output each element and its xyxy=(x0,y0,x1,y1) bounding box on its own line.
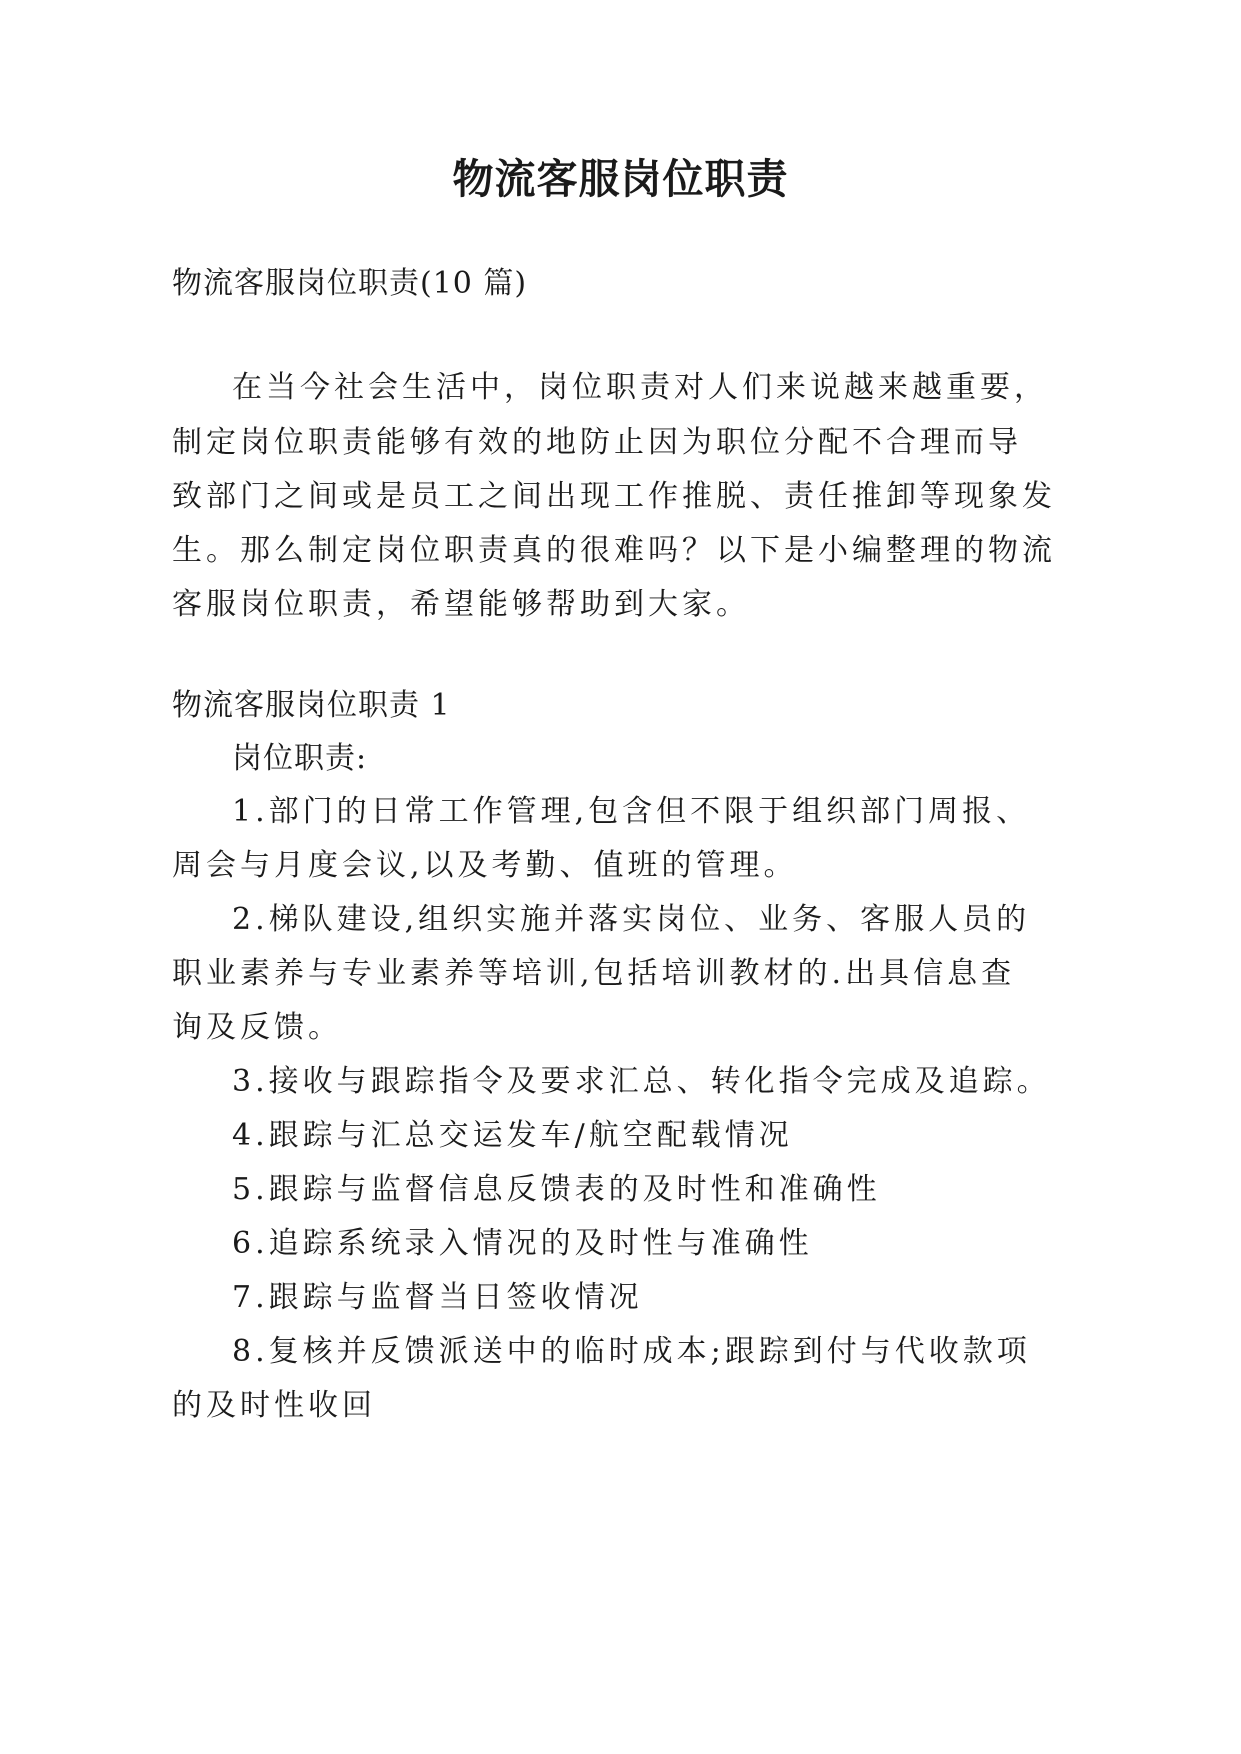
intro-paragraph-line: 生。那么制定岗位职责真的很难吗？以下是小编整理的物流 xyxy=(172,533,1056,568)
duty-item-line: 8.复核并反馈派送中的临时成本;跟踪到付与代收款项 xyxy=(232,1334,1031,1369)
duty-item-line: 职业素养与专业素养等培训,包括培训教材的.出具信息查 xyxy=(172,956,1016,991)
duty-item-line: 6.追踪系统录入情况的及时性与准确性 xyxy=(232,1226,813,1261)
duty-item-line: 3.接收与跟踪指令及要求汇总、转化指令完成及追踪。 xyxy=(232,1064,1051,1099)
duty-item-line: 周会与月度会议,以及考勤、值班的管理。 xyxy=(172,848,798,883)
document-subtitle: 物流客服岗位职责(10 篇) xyxy=(172,266,528,301)
duty-item-line: 询及反馈。 xyxy=(172,1010,342,1045)
duty-item-line: 7.跟踪与监督当日签收情况 xyxy=(232,1280,643,1315)
intro-paragraph-line: 客服岗位职责，希望能够帮助到大家。 xyxy=(172,587,750,622)
document-title: 物流客服岗位职责 xyxy=(452,155,789,203)
duty-item-line: 5.跟踪与监督信息反馈表的及时性和准确性 xyxy=(232,1172,881,1207)
intro-paragraph-line: 制定岗位职责能够有效的地防止因为职位分配不合理而导 xyxy=(172,425,1022,460)
section-label: 岗位职责: xyxy=(232,741,368,776)
intro-paragraph-line: 致部门之间或是员工之间出现工作推脱、责任推卸等现象发 xyxy=(172,479,1056,514)
duty-item-line: 的及时性收回 xyxy=(172,1388,376,1423)
duty-item-line: 2.梯队建设,组织实施并落实岗位、业务、客服人员的 xyxy=(232,902,1031,937)
intro-paragraph-line: 在当今社会生活中，岗位职责对人们来说越来越重要， xyxy=(232,370,1048,405)
duty-item-line: 4.跟踪与汇总交运发车/航空配载情况 xyxy=(232,1118,793,1153)
duty-item-line: 1.部门的日常工作管理,包含但不限于组织部门周报、 xyxy=(232,794,1031,829)
section-heading: 物流客服岗位职责 1 xyxy=(172,688,451,723)
